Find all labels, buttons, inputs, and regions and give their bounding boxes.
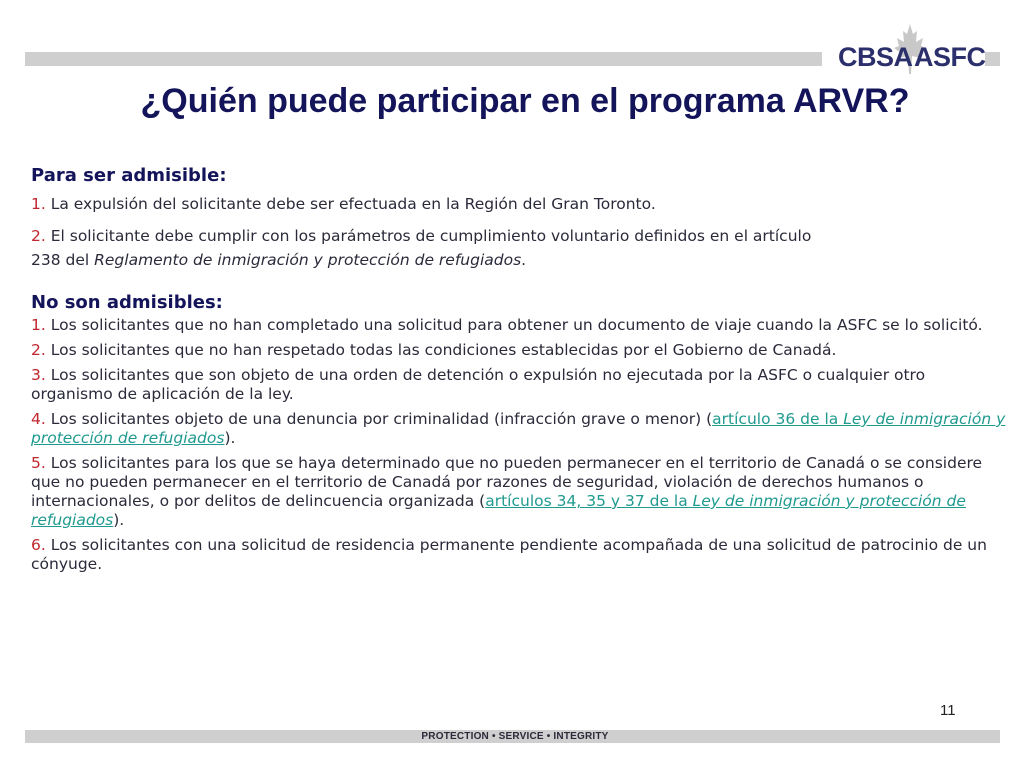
slide-content xyxy=(31,165,1006,574)
ineligible-item-6: 6. Los solicitantes con una solicitud de residencia permanente pendiente acompañada de una solicitud de patrocinio de un cónyuge. xyxy=(31,536,987,573)
ineligible-heading: No son admisibles: xyxy=(31,292,223,313)
footer-tagline: PROTECTION • SERVICE • INTEGRITY xyxy=(421,731,609,742)
law-link-art-36[interactable]: artículo 36 de la Ley de inmigración y protección de refugiados xyxy=(31,410,1006,447)
ineligible-item-5: 5. Los solicitantes para los que se haya determinado que no pueden permanecer en el territorio de Canadá o se considere que no pueden permanecer en el territorio de Canadá por razones de seguridad, violación de derechos humanos o internacionales, o por delitos de delincuencia organizada (artículos 34, 35 y 37 de la Ley de inmigración y protección de refugiados). xyxy=(31,454,983,529)
eligible-heading: Para ser admisible: xyxy=(31,165,227,186)
law-link-art-34-35-37[interactable]: artículos 34, 35 y 37 de la Ley de inmigración y protección de refugiados xyxy=(31,492,966,529)
ineligible-item-1: 1. Los solicitantes que no han completado una solicitud para obtener un documento de viaje cuando la ASFC se lo solicitó. xyxy=(31,316,983,334)
logo-cbsa: CBSA xyxy=(838,42,913,72)
header-bar-end xyxy=(985,52,1000,66)
page-title: ¿Quién puede participar en el programa ARVR? xyxy=(140,82,910,120)
logo-asfc: ASFC xyxy=(914,42,986,72)
ineligible-item-4: 4. Los solicitantes objeto de una denuncia por criminalidad (infracción grave o menor) (artículo 36 de la Ley de inmigración y protección de refugiados). xyxy=(31,410,1006,447)
eligible-item-2: 2. El solicitante debe cumplir con los parámetros de cumplimiento voluntario definidos en el artículo 238 del Reglamento de inmigración y protección de refugiados. xyxy=(31,227,812,269)
header-bar xyxy=(25,52,822,66)
cbsa-asfc-logo xyxy=(832,22,986,76)
ineligible-item-3: 3. Los solicitantes que son objeto de una orden de detención o expulsión no ejecutada por la ASFC o cualquier otro organismo de aplicación de la ley. xyxy=(31,366,926,403)
ineligible-item-2: 2. Los solicitantes que no han respetado todas las condiciones establecidas por el Gobierno de Canadá. xyxy=(31,341,837,359)
eligible-item-1: 1. La expulsión del solicitante debe ser efectuada en la Región del Gran Toronto. xyxy=(31,195,656,213)
page-number: 11 xyxy=(940,702,956,719)
